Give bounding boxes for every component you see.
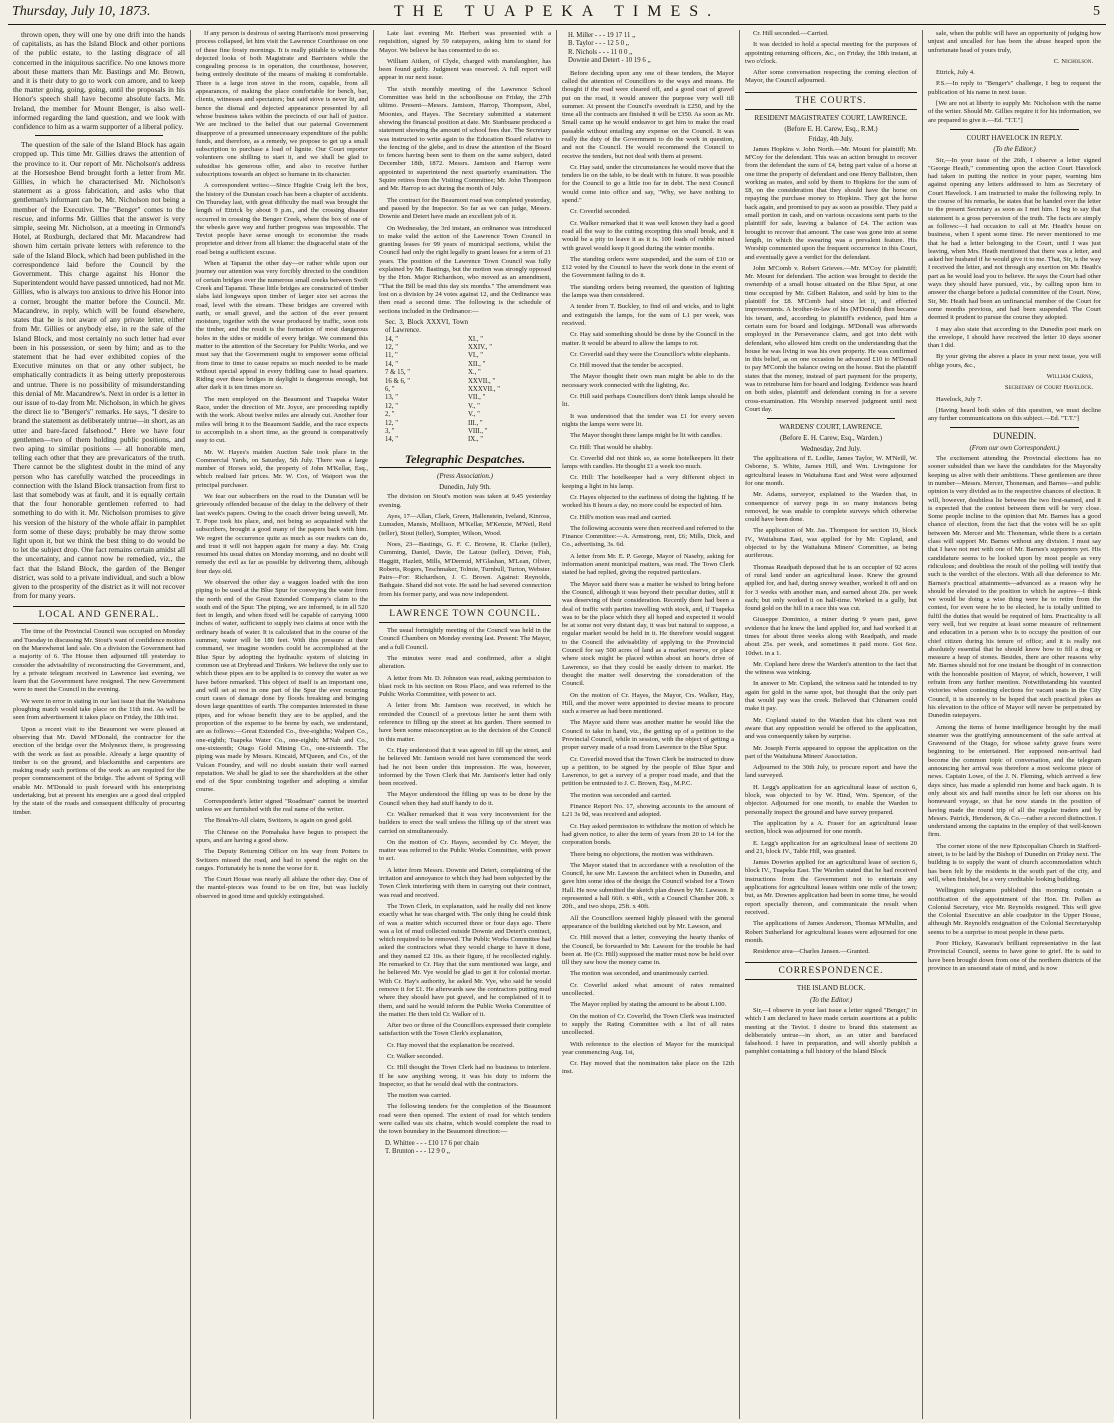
schedule-row: 13, " VII., " [385, 394, 486, 402]
article-columns [8, 30, 1106, 1419]
court-date: Wednesday, 2nd July. [800, 444, 862, 453]
court-case: James Dowries applied for an agricultural lease of section 6, block IV., Tuapeka East. The Warden stated that he had received instructions from the Government not to entertain any applications for agricultural leases within one mile of the town; but, as Mr. Downes application had been in some time, he would report specially thereon, and communicate the result when received. [745, 859, 917, 916]
news-item: The sixth monthly meeting of the Lawrence School Committee was held in the schoolhouse on Friday, the 27th ultimo. Present—Messrs. Jamison, Harrop, Thompson, Abel, Moonies, and Hayes. The Secretary submitted a statement showing the financial position at date. Mr. Stanbuane produced a statement showing the amount of school fees due. The Secretary was instructed to write again to the Education Board relative to the fencing of the glebe, and to draw the attention of the Board to fences having been sent to them on the same subject, dated December 18th, 1872. Messrs. Jamison and Harrop were appointed to superintend the next quarterly examination. The Squire retires from the Visiting Committee; Mr. John Thompson and Mr. Harrop to act during the month of July. [379, 85, 551, 193]
newspaper-title: THE TUAPEKA TIMES. [393, 3, 721, 20]
council-report: A letter from Mr. E. P. George, Mayor of Naseby, asking for information anent municipal matters, was read. The Town Clerk stated he had replied, giving the required particulars. [562, 552, 734, 577]
column-4 [557, 30, 740, 1419]
letter-body: Ettrick, July 4. [936, 69, 975, 77]
council-report: The motion was seconded, and unanimously carried. [570, 970, 709, 978]
court-case: Mr. Joseph Ferris appeared to oppose the application on the part of the Waitahuna Miners' Association. [745, 744, 917, 760]
news-item: We were in error in stating in our last issue that the Waitahuna ploughing match would take place on the 11th inst. As will be seen from advertisement it takes place on Friday, the 18th inst. [13, 697, 185, 722]
news-item: Late last evening Mr. Herbert was presented with a requisition, signed by 59 ratepayers, asking him to stand for Mayor. We believe he has consented to do so. [379, 30, 551, 54]
news-item: Mr. W. Hayes's maiden Auction Sale took place in the Commercial Yards, on Saturday, 5th July. There was a large number of Horses sold, the property of John M'Kellar, Esq., which realised fair prices. Mr. W. Cox, of Waipori was the principal purchaser. [196, 448, 368, 489]
council-report: Cr. Hill seconded.—Carried. [753, 30, 829, 37]
court-case: In answer to Mr. Copland, the witness said he intended to try again for gold in the same spot, but thought that the only part that would pay was the creek. Believed that Chinamen could make it pay. [745, 680, 917, 713]
news-item: On Wednesday, the 3rd instant, an ordinance was introduced to make valid the action of the Lawrence Town Council in granting leases for 99 years of municipal sections, whilst the Council had only the right legally to grant leases for a term of 21 years. The position of the Lawrence Town Council was fully explained by Mr. Bastings, but the motion was strongly opposed by the Hon. Major Richardson, who moved as an amendment, "That the Bill be read this day six months." The amendment was lost on a division by 24 votes against 12, and the Ordinance was then read a second time. The following is the schedule of sections included in the Ordinance:— [379, 224, 551, 315]
court-case: The applications of James Anderson, Thomas M'Mullin, and Robert Sutherland for agricultural leases were adjourned for one month. [745, 920, 917, 944]
news-item: Upon a recent visit to the Beaumont we were pleased at observing that Mr. David M'Donald, the contractor for the erection of the bridge over the Molyneux there, is progressing with the work as fast as possible. Already a large quantity of timber is on the ground, and blacksmiths and carpenters are making ready such portions of the work as are required for the proper commencement of the bridge. The advent of Spring will enable Mr. M'Donald to push forward with his enterprising undertaking, but at present his energies are a good deal crippled by the state of the roads and consequent difficulty of procuring timber. [13, 725, 185, 816]
correspondent-report: The corner stone of the new Episcopalian Church in Stafford-street, is to be laid by the Bishop of Dunedin on Friday next. The building is to supply the want of church accommodation which has been felt by the residents in the south part of the city, and will, when finished, be a very creditable looking building. [928, 842, 1101, 883]
council-report: Cr. Walker remarked that it was very inconvenient for the builders to erect the wall unless the filling up of the street was carried on simultaneously. [379, 810, 551, 835]
correspondent-report: Among the items of home intelligence brought by the mail steamer was the gratifying announcement of the safe arrival at Gravesend of the Otago, for whose safety grave fears were beginning to be entertained. Her supposed non-arrival had become the common topic of conversation, and the telegram announcing her arrival was therefore a most welcome piece of news. Captain Lowe, of the J. N. Fleming, which arrived a few days since, has made a splendid run home and back again. It is only about six and half months since he left our shores on his homeward voyage, so that he now stands in the position of having made the round trip of all the regular traders and by Messrs. Patrick, Henderson, & Co.—rather a record distinction. I understand among the captains in the employ of that well-known firm. [928, 723, 1101, 839]
editorial-paragraph: The question of the sale of the Island Block has again cropped up. This time Mr. Gillies draws the attention of the province to it. Our report of Mr. Nicholson's address at the Horseshoe Bend brought forth a letter from Mr. Gillies, in which he characterised Mr. Nicholson's statement as a gross fabrication, and asks who that gentleman's informant can be, Mr. Nicholson not being a member of the Executive. The "Benger" comes to the rescue, and informs Mr. Gillies that the answer is very simple, seeing Mr. Nicholson, at a meeting in Ormond's Hotel, at Roxburgh, declared that Mr. Macandrew had shown him certain private letters with reference to the sale of the Island Block, which had been published in the correspondence laid before the Council by the Government. This charge against his Honor the Superintendent would have passed unnoticed, had not Mr. Gillies, who is always too anxious to drive his Honor into a corner, brought the matter before the Council. Mr. Macandrew, in reply, which will be found elsewhere, states that he is not aware of any private letter, either from Mr. Gillies or anybody else, in re the sale of the Island Block, and most certainly no such letter had ever been in his possession, or seen by him; and as to the statement that he had ever exhibited copies of the Executive minutes on that or any other subject, he emphatically contradicts it as being utterly preposterous and untrue. There is no possibility of misunderstanding this denial of Mr. Macandrew's. Next in order is a letter in our issue of to-day from Mr. Nicholson, in which he gives the direct lie to "Benger's" remarks. He says, "I desire to brand the statement as deliberately untrue—in short, as an utter and bare-faced falsehood." Here we have four gentlemen—two of them holding public positions, and two aping to similar positions — all honorable men, telling each other that they are prevaricators of the truth. There cannot be the slightest doubt in the mind of any person who has carefully watched the proceedings in connection with the Island Block transaction from first to last that somebody was at fault, and it is equally certain that the four honorable gentlemen referred to had something to do with it. Mr. Nicholson promises to give his version of the history of the whole affair in pamphlet form some of these days; probably he may throw some light upon it, but we think the best thing to do would be to let the subject drop. One fact remains certain amidst all the uncertainty, and cannot now be remedied, viz., the fact that the Island Block, the garden of the Benger district, was sold to a private individual, and such a blow given to the prosperity of the district as it will not recover from for many years. [13, 140, 185, 601]
correspondent-credit: (From our own Correspondent.) [969, 443, 1060, 452]
council-report: The motion was carried. [387, 1092, 452, 1100]
letter-body: Havelock, July 7. [936, 395, 983, 403]
letter-addressee: (To the Editor.) [809, 995, 853, 1004]
council-report: After two or three of the Councillors expressed their complete satisfaction with the Town Clerk's explanation, [379, 1022, 551, 1038]
council-report: Cr. Hill said perhaps Councillors don't think lamps should be lit. [562, 393, 734, 409]
schedule-row: 16 & 6, " XXVII., " [385, 377, 496, 385]
court-case: Mr. Copland here drew the Warden's attention to the fact that the witness was winking. [745, 660, 917, 677]
council-report: Cr. Hay asked permission to withdraw the motion of which he had given notice, to alter the term of years from 20 to 14 for the corporation bonds. [562, 822, 734, 847]
editor-note: [Having heard both sides of this question, we must decline any further communications on this subject.—Ed. "T.T."] [928, 406, 1101, 423]
council-report: The following tenders for the completion of the Beaumont road were then opened. The extent of road for which tenders were called was six chains, which would complete the road to the town boundary in the Beaumont direction:— [379, 1103, 551, 1136]
council-report: The usual fortnightly meeting of the Council was held in the Council Chambers on Monday evening last. Present: The Mayor, and a full Council. [379, 627, 551, 651]
issue-date: Thursday, July 10, 1873. [12, 4, 151, 19]
council-report: The Mayor thought three lamps might be lit with candles. [570, 432, 722, 440]
letter-body: By your giving the above a place in your next issue, you will oblige yours, &c., [928, 353, 1101, 369]
council-report: The minutes were read and confirmed, after a slight alteration. [379, 654, 551, 671]
letter-title: COURT HAVELOCK IN REPLY. [966, 133, 1063, 142]
council-report: Cr. Hay moved that the explanation be received. [387, 1041, 515, 1049]
schedule-row: 12, " III., " [385, 419, 483, 427]
council-report: A letter from Messrs. Downie and Detert, complaining of the irritation and annoyance to which they had been subjected by the Town Clerk interfering with them in carrying out their contract, was read and received. [379, 866, 551, 899]
council-report: Cr. Walker remarked that it was well known they had a good road all the way to the cutting excepting this small break, and it would be a pity to leave it as it is. 100 loads of rubble mixed with gravel would keep it good during the winter months. [562, 219, 734, 252]
council-report: The Mayor understood the filling up was to be done by the Council when they had stuff handy to do it. [379, 791, 551, 807]
column-6 [923, 30, 1106, 1419]
court-case: Mr. Copland stated to the Warden that his client was not aware that any opposition would be offered to the application, and was consequently taken by surprise. [745, 716, 917, 741]
news-item: A correspondent writes:—Since Hughie Craig left the box, the history of the Dunstan coach has been a chapter of accidents. On Thursday last, with great difficulty the mail was brought the length of Ettrick by about 9 p.m., and the crossing disaster occurred in crossing the Benger Creek, where the box of one of the wheels gave way and further progress was impossible. The Teviot people have sense enough to economise the roads proprietor and driver from all blame: the disgraceful state of the road being a sufficient excuse. [196, 182, 368, 256]
council-report: The Mayor replied by stating the amount to be about L100. [570, 1001, 727, 1009]
correspondent-report: Wellington telegrams published this morning contain a notification of the appointment of the Hon. Dr. Pollen as Colonial Secretary, vice Mr. Reynolds resigned. This will give the Colonial Executive an able coadjutor in the Upper House, although Mr. Reynold's resignation of the Colonial Secretaryship seems to be a surprise to most people in these parts. [928, 887, 1101, 936]
news-item: The Break'm-All claim, Switzers, is again on good gold. [204, 817, 353, 825]
schedule-row: 3, " VIII., " [385, 428, 488, 436]
court-case: James Hopkins v. John North.—Mr. Mount for plaintiff; Mr. M'Coy for the defendant. This was an action brought to recover from the defendant the sum of £4, being part value of a horse at one time the property of defendant and one Henry Balliston, then working as mates, and sold by them to Hopkins for the sum of £8, on the consideration that they should have the horse on repaying the purchase money to Hopkins. They got the horse back again, and promised to pay as soon as possible. They paid a small portion in cash, and on various occasions sent parts to the plaintiff for sale, leaving a balance of £4. The action was brought to recover that amount. The case was gone into at some length, in which the swearing was a prevalent feature. His Worship commented upon the frequent occurrence in this Court, and eventually gave a verdict for the defendant. [745, 145, 917, 261]
letter-addressee: (To the Editor.) [993, 145, 1036, 154]
council-report: A tender from T. Buckley, to find oil and wicks, and to light and extinguish the lamps, for the sum of L1 per week, was received. [562, 303, 734, 327]
news-item: We fear our subscribers on the road to the Dunstan will be grievously offended because of the delay in the delivery of their last week's papers. Owing to the coach driver being unwell, Mr. T. Pope took his place, and, not being so acquainted with the subscribers, brought a good many of the papers back with him. We regret the occurrence quite as much as our readers can do, and trust it will not happen again for many a day. Mr. Craig resumed his usual duties on Monday morning, and no doubt will remedy the evil as far as possible by delivering them, although four days old. [196, 493, 368, 575]
council-report: Cr. Hayes objected to the earliness of doing the lighting. If he worked his 8 hours a day, no more could be expected of him. [562, 493, 734, 510]
column-5 [740, 30, 923, 1419]
council-report: Finance Report No. 17, showing accounts to the amount of L21 3s 9d, was received and adopted. [562, 803, 734, 819]
letter-body: sale, when the public will have an opportunity of judging how unjust and uncalled for has been the abuse heaped upon the unfortunate head of yours truly, [928, 30, 1101, 54]
court-case: The application of Mr. Jas. Thompson for section 19, block IV., Waitahuna East, was applied for by Mr. Copland, and objected to by the Waitahuna Miners' Committee, as being auriferous. [745, 527, 917, 560]
council-report: The following accounts were then received and referred to the Finance Committee:—A. Armstrong, rent, £6; Mills, Dick, and Co., advertising, 3s. 6d. [562, 524, 734, 549]
tender-row: Downie and Detert - 10 19 6 ,, [568, 57, 651, 65]
schedule-row: 12, " V., " [385, 402, 480, 410]
council-report: It was decided to hold a special meeting for the purposes of appointing returning officers, &c., on Friday, the 18th instant, at two o'clock. [745, 41, 917, 65]
telegram: Noes, 23—Bastings, G. F. C. Browne, R. Clarke (teller), Cumming, Daniel, Davie, De Latour (teller), Driver, Fish, Haggitt, Hazlett, Mills, M'Dermid, M'Glashan, M'Lean, Oliver, Roberts, Rogers, Teschmaker, Tolmie, Turnbull, Turton, Webster. Pairs—For: Richardson, J. C. Brown. Against: Reynolds, Bathgate. Shand did not vote. He said he had severed connection from his former party, and was now independent. [379, 540, 551, 598]
council-report: Cr. Hay moved that the nomination take place on the 12th inst. [562, 1060, 734, 1076]
correspondent-report: Poor Hickey, Kawarau's brilliant representative in the last Provincial Council, seems to have gone to grief. He is said to have been brought down from one of the northern districts of the province in an unsound state of mind, and is now [928, 939, 1101, 972]
tenders-list [385, 1140, 551, 1157]
news-item: Correspondent's letter signed "Roadman" cannot be inserted unless we are furnished with the real name of the writer. [196, 797, 368, 814]
council-report: Cr. Coverlid moved that the Town Clerk be instructed to draw up a petition, to be signed by the people of Blue Spur and Lawrence, to get a survey of a proper road made, and that the petition be entrusted to J. C. Brown, Esq., M.P.C. [562, 755, 734, 788]
council-report: On the motion of Cr. Hayes, seconded by Cr. Meyer, the matter was referred to the Public Works Committee, with power to act. [379, 838, 551, 863]
editor-note: [We are not at liberty to supply Mr. Nicholson with the name of the writer. Should Mr. Gillies require it for his information, we are prepared to give it.—Ed. "T.T."] [928, 100, 1101, 124]
column-3 [374, 30, 557, 1419]
schedule-row: 14, " XI., " [385, 335, 484, 343]
council-report: Cr. Hill moved that the tender be accepted. [570, 362, 683, 370]
schedule-row: 14, " IX., " [385, 436, 484, 444]
court-case: H. Legg's application for an agricultural lease of section 6, block, was objected to by W. Hind, Wm. Spencer, of the objector. Adjourned for one month, to enable the Warden to personally inspect the ground and have survey prepared. [745, 783, 917, 816]
council-report: The Mayor thought their own man might be able to do the necessary work connected with the lighting, &c. [562, 373, 734, 389]
council-report: Cr. Coverlid said they were the Councillor's white elephants. [570, 350, 731, 358]
council-report: The standing orders were suspended, and the sum of £10 or £12 voted by the Council to have the work done in the event of the Government failing to do it. [562, 255, 734, 280]
news-item: The contract for the Beaumont road was completed yesterday, and passed by the Inspector. So far as we can judge, Messrs. Downie and Detert have made an excellent job of it. [379, 196, 551, 221]
sections-schedule [385, 319, 551, 445]
council-report: The Mayor said there was a matter he wished to bring before the Council, although it was beyond their peculiar duties, still it was deserving of their consideration. Recently there had been a deal of traffic with parties travelling with stock, and, if Tuapeka was to be the place which they all hoped and expected it would be at some not very distant day, it was but natural to suppose, a regular market would be held in it. He therefore would suggest to the Council the advisability of applying to the Provincial Council for say 500 acres of land as a market reserve, or place where stock might be placed within about an hour's drive of Lawrence, so that they could be easily driven to market. He thought the matter well deserving the consideration of the Council. [562, 580, 734, 688]
council-report: The Mayor said there was another matter he would like the Council to take in hand, viz., the getting up of a petition to the Provincial Council, while in session, with the object of getting a proper survey made of a road from Lawrence to the Blue Spur. [562, 719, 734, 752]
council-report: It was understood that the tender was £1 for every seven nights the lamps were were lit. [562, 412, 734, 428]
letter-body: I may also state that according to the Dunedin post mark on the envelope, I should have received the letter 10 days sooner than I did. [928, 325, 1101, 350]
letter-title: THE ISLAND BLOCK. [796, 984, 866, 993]
council-report: Cr. Hay understood that it was agreed to fill up the street, and he believed Mr. Jamison would not have commenced the work had he not been under this impression. He was, however, informed by the Town Clerk that Mr. Jamison's letter had only been received. [379, 746, 551, 788]
news-item: When at Tapanui the other day—or rather while upon our journey our attention was very forcibly directed to the condition of certain bridges over the numerous small creeks between Swift Creek and Tapanui. These little bridges are constructed of timber slabs laid longways upon timber of larger size set across the road, level with the stream. These bridges are covered with earth, or small gravel, and the action of the ever present moisture, together with the wear produced by traffic, soon rots the timber, and the result is the formation of most dangerous holes in the sides or middle of every bridge. We commend this matter to the attention of the Secretary for Public Works, and we must say that the Government ought to empower some official from time to time to cause repairs so much needed to be made without special appeal in every fiddling case to head quarters. Riding over these bridges in daylight is dangerous enough, but after dark it is ten times more so. [196, 260, 368, 392]
council-report: With reference to the election of Mayor for the municipal year commencing Aug. 1st, [562, 1040, 734, 1056]
news-item: The Court House was nearly all ablaze the other day. One of the mantel-pieces was found to be on fire, but was luckily observed in good time and quickly extinguished. [196, 876, 368, 900]
letter-signature: C. Nicholson. [1053, 57, 1093, 65]
column-1 [8, 30, 191, 1419]
news-item: The men employed on the Beaumont and Tuapeka Water Race, under the direction of Mr. Joyce, are proceeding rapidly with the work. About twelve miles are already cut. Another four miles will bring it to the Beaumont Saddle, and the race expects to accomplish in a short time, as the ground is comparatively easy to cut. [196, 395, 368, 445]
letter-body: Sir,—In your issue of the 26th, I observe a letter signed "George Heath," commenting upon the action Court Havelock had taken in putting the notice in your paper, warning him against opening any letters addressed to him as Secretary of Court Havelock. I am instructed to make the following reply. In the course of his remarks, he states that he handed over the letter to the present Secretary as soon as I met him. I beg to say that statement is a gross perversion of the truth. The facts are simply as follows:—I had occasion to call at Mr. Heath's house on business, when I spent some time. He never mentioned to me that he had a letter belonging to the Court, until I was just leaving, when Mrs. Heath mentioned that there was a letter, and asked her husband if he would give it to me. That, Sir, is the way I received the letter, and not through any exertion on Mr. Heath's part as he would lead you to believe. He says the Court had other ways they should have pursued, viz., by calling upon him to answer the charge before a judicial committee of the Court. Now, Sir, Mr. Heath had been an unfinancial member of the Court for some months previous, and had been suspended. The Court deemed it prudent to pursue the course they adopted. [928, 156, 1101, 322]
section-heading-local: LOCAL AND GENERAL. [13, 606, 185, 624]
divider [35, 135, 163, 136]
section-heading-courts: THE COURTS. [745, 92, 917, 110]
court-case: The application by a A. Fraser for an agricultural lease section, block was adjourned for one month. [745, 819, 917, 836]
council-report: Cr. Hay said, under the circumstances he would move that the tenders lie on the table, to be dealt with in future. It was possible for the Council to go a little too far in debt. The next Council would come into office and say, "Why, we have nothing to spend." [562, 163, 734, 205]
letter-body: Sir,—I observe in your last issue a letter signed "Benger," in which I am declared to have made certain assertions at a public meeting at the Teviot. I desire to brand this statement as deliberately untrue—in short, as an utter and barefaced falsehood. I have in preparation, and will shortly publish a pamphlet containing a full history of the Island Block [745, 1006, 917, 1056]
dateline: Dunedin, July 9th. [439, 483, 491, 492]
court-name: WARDENS' COURT, LAWRENCE. [779, 423, 883, 432]
section-heading-dunedin: DUNEDIN. [992, 431, 1037, 442]
council-report: The motion was seconded and carried. [570, 791, 672, 799]
schedule-row: 12, " XXIV., " [385, 344, 492, 352]
section-heading-telegraphic: Telegraphic Despatches. [379, 451, 551, 468]
council-report: Cr. Hill: That would be shabby. [570, 443, 653, 451]
council-report: Cr. Hill thought the Town Clerk had no business to interfere. If he saw anything wrong, it was his duty to inform the Inspector, so that he would deal with the contractors. [379, 1064, 551, 1088]
news-item: The time of the Provincial Council was occupied on Monday and Tuesday in discussing Mr. Stout's want of confidence motion on the Marewhenui land sale. On a division the Government had a majority of 6. The House then adjourned till yesterday to consider the advisability of reconstructing the Government, and, by a private telegram received in Lawrence last evening, we learn that the Government have resigned. The new Government were to meet the Council in the evening. [13, 628, 185, 694]
column-2 [191, 30, 374, 1419]
schedule-row: 7 & 15, " X., " [385, 369, 481, 377]
schedule-row: 6, " XXXVII., " [385, 386, 501, 394]
divider [950, 129, 1079, 130]
section-heading-council: LAWRENCE TOWN COUNCIL. [379, 605, 551, 623]
council-report: A letter from Mr. D. Johnston was read, asking permission to blast rock in his section on Ross Place, and was referred to the Public Works Committee, with power to act. [379, 674, 551, 699]
court-case: Giuseppe Dominico, a miner during 9 years past, gave evidence that he knew the land applied for, and had worked it at times for about three weeks along with Readpath, and made about 25s. per week, and sometimes it paid more. Got 6oz. 10dwt. in a 1. [745, 616, 917, 657]
news-item: We observed the other day a waggon loaded with the iron piping to be used at the Blue Spur for conveying the water from the north end of the Great Extended Company's claim to the south end of the Spur. The piping, we are informed, is in all 520 feet in length, and when fixed will be capable of carrying 1000 inches of water, sufficient to supply two claims at once with the ordinary heads of water. It is calculated that in the course of the summer, water will be 180 feet. With this pressure at their command, we imagine wonders could be accomplished at the Blue Spur by adopting the hydraulic system of sluicing in common use at Drybread and Tinkers. We believe the only use to which these pipes are to be applied is to convey the water as we have before remarked. This object of itself is an important one, and will set at rest in one part of the Spur the ever recurring court cases of damage done by floods breaking and bringing down large quantities of earth. The companies interested in these pipes, and for whose benefit they are to be applied, and the proportion of the expense to be borne by each, we understand, are as follows:—Great Extended Co., five-eighths; Walpert Co., one-eighth; Tuapeka Water Co., one-eighth; M'Nab and Co., one-sixteenth; Otago Gold Mining Co., one-sixteenth. The piping was made by Messrs. Kincaid, M'Queen, and Co., of the Vulcan Foundry, and will no doubt sustain their well earned reputation. We shall be glad to see the shareholders at the other end of the Spur combining together and adopting a similar course. [196, 579, 368, 794]
council-report: The Town Clerk, in explanation, said he really did not know exactly what he was charged with. The only thing he could think of was a matter which occurred three or four days ago. There was a lot of mud collected outside Downie and Detert's contract, which required to be removed. The Public Works Committee had asked the contractors what they would charge to have it done, and they named £2 10s. as their figure, if he recollected rightly. He remarked to Cr. Hay that the sum mentioned was large, and he believed Mr. Vye would be glad to get it for colonial mortar. With Cr. Hay's authority, he asked Mr. Vye, who said he would remove it for £1. He afterwards saw the contractors putting mud where they should have put gravel, and he complained of it to them, and said he would inform the Public Works Committee of the matter. He then told Cr. Walker of it. [379, 902, 551, 1018]
divider [767, 418, 895, 419]
news-item: The Deputy Returning Officer on his way from Potters to Switzers missed the road, and had to spend the night on the ranges. Fortunately he is none the worse for it. [196, 848, 368, 872]
court-date: Friday, 4th July. [808, 135, 854, 144]
tenders-list [568, 32, 734, 66]
council-report: On the motion of Cr. Hayes, the Mayor, Crs. Walker, Hay, Hill, and the mover were appointed to devise means to procure such a reserve as had been mentioned. [562, 691, 734, 716]
telegram: The division on Stout's motion was taken at 9.45 yesterday evening. [379, 493, 551, 509]
court-case: E. Legg's application for an agricultural lease of sections 20 and 21, block IV., Table Hill, was granted. [745, 839, 917, 855]
court-case: Mr. Adams, surveyor, explained to the Warden that, in consequence of survey pegs in so many instances being removed, he was unable to complete surveys which otherwise could have been done. [745, 491, 917, 524]
council-report: Cr. Coverlid asked what amount of rates remained uncollected. [562, 981, 734, 998]
court-presiding: (Before E. H. Carew, Esq., Warden.) [779, 434, 883, 443]
court-case: Thomas Readpath deposed that he is an occupier of 92 acres of rural land under an agricultural lease. Knew the ground applied for, and had, during snowy weather, worked it off and on for 3 weeks with another man, and earned about 20s. per week each; but only worked it on half-time. Worked in a gully, but found gold on the hill in a race this was cut. [745, 563, 917, 613]
tender-row: H. Miller - - - 19 17 11 ,, [568, 32, 636, 39]
council-report: Cr. Hill's motion was read and carried. [570, 513, 672, 521]
masthead [8, 0, 1106, 25]
section-heading-correspondence: CORRESPONDENCE. [745, 962, 917, 980]
divider [950, 427, 1079, 428]
news-item: The Chinese on the Pomahaka have begun to prospect the spurs, and are having a good show. [196, 828, 368, 844]
editorial-paragraph: thrown open, they will one by one drift into the hands of capitalists, as has the Island Block and other portions of the public estate, to the lasting disgrace of all concerned in the iniquitous sacrifice. No one knows more about these matters than Mr. Bastings and Mr. Brown, and it is their duty to go to work con amore, and to keep the matter going, going, going, until the proposals in his Honor's speech shall have become absolute facts. Mr. Ireland, the member for Mount Benger, is also well-informed regarding the land question, and we look with confidence to him as a warm supporter of a liberal policy. [13, 30, 185, 132]
news-item: William Aitken, of Clyde, charged with manslaughter, has been found guilty. Judgment was reserved. A full report will appear in our next issue. [379, 57, 551, 82]
council-report: Cr. Coverlid seconded. [570, 208, 631, 216]
court-case: John M'Comb v. Robert Grieves.—Mr. M'Coy for plaintiff; Mr. Mount for defendant. The action was brought to decide the ownership of a small house situated on the Blue Spur, at one time occupied by Mr. Gilbert Ralston, and sold by him to the plaintiff for £8. M'Comb had since let it, and effected improvements. A brother-in-law of his (M'Donald) then became his tenant, and, according to plaintiff's evidence, paid him a certain sum for board and lodgings. M'Donall was afterwards employed in the Perseverance claim, and got into debt with defendant, who allowed him credit on the understanding that the house he was living in was his own property. He was confirmed in this belief, as on one occasion he advanced £10 to M'Donall to pay M'Comb the balance owing on the house. But the plaintiff states that the money, instead of part payment for the property, was to reimburse him for board and lodging. Evidence was heard on both sides, plaintiff and defendant coming in for a severe cross-examination. His Worship reserved judgment until next Court day. [745, 264, 917, 413]
council-report: On the motion of Cr. Coverlid, the Town Clerk was instructed to supply the Rating Committee with a list of all rates uncollected. [562, 1012, 734, 1037]
council-report: A letter from Mr. Jamison was received, in which he reminded the Council of a previous letter he sent them with reference to filling up the street at his garden. There seemed to have been some misconception as to the decision of the Council in this matter. [379, 702, 551, 743]
telegram: Ayes, 17—Allan, Clark, Green, Hallenstein, Iveland, Kinross, Lumsden, Mansis, Mollison, M'Kellar, M'Kenzie, M'Neil, Reid (teller), Stout (teller), Sumpter, Wilson, Wood. [379, 513, 551, 537]
council-report: The standing orders being resumed, the question of lighting the lamps was then considered. [562, 283, 734, 300]
news-item: If any person is desirous of seeing Harrison's most preserving process collapsed, let him visit the Lawrence Courthouse on one of these fine frosty mornings. It is really pitiable to witness the dejected looks of both Magistrate and Barristers while the congealing process is in operation, the courthouse, however, being entirely destitute of the means of making it comfortable. There is a large iron stove in the room, capable, from all appearances, of making the place comfortable for bench, bar, clients, witnesses and spectators; but said stove is never lit, and hence the dismal and dejected appearance presented by all whose business takes within the precincts of our hall of justice. We are inclined to the belief that our paternal Government disapprove of a presumed unnecessary expenditure of the public funds, and therefore, as a remedy, we propose to get up a small subscription to purchase a load of lignite. Our Court reporter volunteers one shilling to start it, and we shall be glad to subsidise his generous offer, and also to receive further subscriptions towards an object so humane in its character. [196, 30, 368, 179]
tender-row: R. Nichols - - - 11 0 0 ,, [568, 48, 633, 56]
council-report: Cr. Coverlid did not think so, as some hotelkeepers lit their lamps with candles. He thought £1 a week too much. [562, 454, 734, 471]
letter-signature-title: Secretary of Court Havelock. [1004, 384, 1093, 392]
court-case: Adjourned to the 30th July, to procure report and have the land surveyed. [745, 764, 917, 780]
council-report: Cr. Walker seconded. [387, 1053, 444, 1060]
council-report: Cr. Hill: The hotelkeeper had a very different object in keeping a light in his lamp. [562, 474, 734, 490]
council-report: Cr. Hill moved that a letter, conveying the hearty thanks of the Council, be forwarded to Mr. Lawson for the trouble he had been at. He (Cr. Hill) supposed the matter must now be held over till they saw how the money came in. [562, 934, 734, 967]
tender-row: T. Brunton - - - 12 9 0 ,, [385, 1148, 451, 1156]
council-report: There being no objections, the motion was withdrawn. [570, 850, 714, 858]
letter-signature: William Cairns, [1046, 372, 1093, 380]
council-report: All the Councillors seemed highly pleased with the general appearance of the building sketched out by Mr. Lawson, and [562, 914, 734, 930]
council-report: The Mayor stated that in accordance with a resolution of the Council, he saw Mr. Lawson the architect when in Dunedin, and gave him some idea of the design the Council wished for a Town Hall. He now submitted the sketch plan drawn by Mr. Lawson. It represented a hall 66ft. x 40ft., with a Council Chamber 20ft. x 20ft., and two shops, 25ft. x 40ft. [562, 861, 734, 911]
council-report: Before deciding upon any one of these tenders, the Mayor called the attention of Councillors to the ways and means. He thought if the road were cleared off, and a good coat of gravel put on the road, it would answer the purpose very well till summer. At present the Council's overdraft is £250, and by the time all the contracts are finished it will be £350. As soon as Mr. Small came up he would endeavor to get him to make the road passable without entailing any expense on the Council. It was really the duty of the Government to do the work in question, and not the Council. He would recommend the Council to receive the tenders, but not deal with them at present. [562, 69, 734, 160]
council-report: Cr. Hay said something should be done by the Council in the matter. It would be absurd to allow the lamps to rot. [562, 331, 734, 347]
tender-row: B. Taylor - - - 12 5 0 ,, [568, 40, 630, 48]
schedule-row: 11, " VI., " [385, 352, 484, 360]
court-presiding: (Before E. H. Carew, Esq., R.M.) [784, 125, 878, 134]
correspondent-report: The excitement attending the Provincial elections has no sooner subsided than we have the candidates for the Mayoralty keeping us alive with their ambitions. These gentlemen are three in number—Messrs. Mercer, Thoneman, and Barnes—and public opinion is very divided as to the respective chances of election. It will, however, doubtless lie between the two first-named, and it is expected that the contest between them will be very close. Some people incline to the opinion that Mr. Barnes has a good chance of election, from the fact that the votes will be so split between Mr. Mercer and Mr. Thoneman, while there is a certain class will support Mr. Barnes without any division. I must say that I have not met with one of Mr. Barnes's supporters yet. His candidature seems to be looked upon by most people as very ridiculous; and doubtless the result of the polling will testify that such is the verdict of the electors. With all due deference to Mr. Barnes's practical attainments—advanced as a reason why he should be elevated to the position to which he aspires—I think we would be doing a wise thing were he to retire from the contest, for even were he to be elected, he is totally unfitted to fulfil the duties that would be required of him. Practicality is all very well, but we require at least some measure of refinement and education in a person who is to occupy the position of our chief citizen during his tenure of office; and it is really not absolutely essential that he should know how to fill a drag or measure a heap of stones. Besides, there are other reasons why Mr. Barnes should not for one instant be thought of in connection with the honorable position of Mayor, of which, however, I will refrain from any further mention. Notwithstanding his vaunted victories when contesting elections for vacant seats in the City Council, it is sincerely to be hoped that such practical jokes as his elevation to the office of Mayor will never be perpetrated by Dunedin ratepayers. [928, 455, 1101, 720]
council-report: After some conversation respecting the coming election of Mayor, the Council adjourned. [745, 69, 917, 85]
court-case: Residence area—Charles Jansen.—Granted. [753, 948, 870, 956]
page-number: 5 [1093, 4, 1100, 19]
tender-row: D. Whittee - - - £10 17 6 per chain [385, 1139, 479, 1147]
schedule-row: Sec. 3, Block XXXVI, Town of Lawrence. [385, 318, 468, 335]
court-case: The applications of E. Lodlie, James Taylor, W. M'Neill, W. Osborne, S. White, James Hill, and Wm. Livingstone for agricultural leases in Waitahuna East and West were adjourned for one month. [745, 455, 917, 487]
schedule-row: 2, " V., " [385, 411, 480, 419]
letter-body: P.S.—In reply to "Benger's" challenge, I beg to request the publication of his name in next issue. [928, 80, 1101, 96]
press-association-credit: (Press Association.) [437, 471, 493, 480]
court-name: RESIDENT MAGISTRATES' COURT, LAWRENCE. [754, 113, 908, 122]
schedule-row: 14, " XII., " [385, 360, 486, 368]
